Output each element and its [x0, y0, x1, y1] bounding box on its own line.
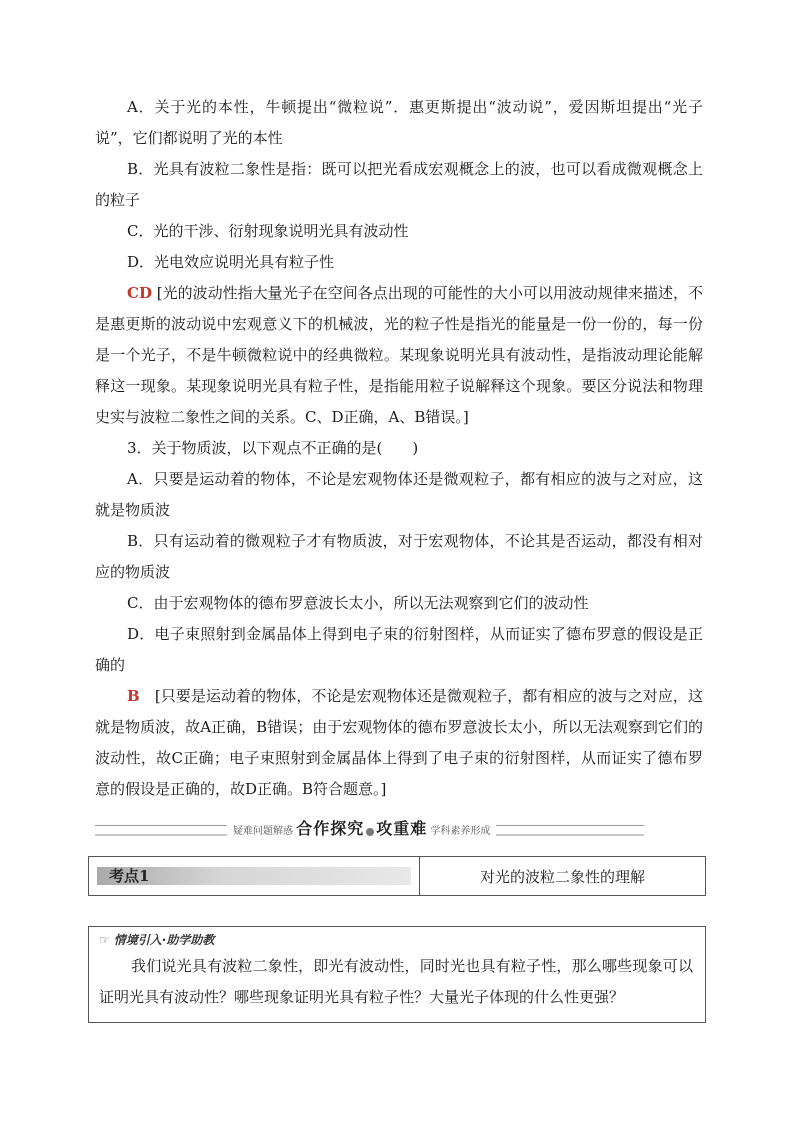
q3-option-c: C．由于宏观物体的德布罗意波长太小，所以无法观察到它们的波动性 [127, 594, 589, 612]
q3-answer-explanation: [只要是运动着的物体，不论是宏观物体还是微观粒子，都有相应的波与之对应，这就是物质波，故A正确，B错误；由于宏观物体的德布罗意波长太小，所以无法观察到它们的波动性，故C正确；电子束照射到金属晶体上得到了电子束的衍射图样，从而证实了德布罗意的假设是正确的，故D正确。B符合题意。] [95, 687, 703, 798]
scene-header-label: 情境引入·助学助教 [113, 933, 215, 947]
banner-left-text: 疑难问题解惑 [233, 826, 293, 837]
section-divider [95, 819, 644, 838]
q3-answer [95, 681, 703, 805]
page-content [95, 92, 703, 805]
kaodian-tag-label: 考点1 [109, 867, 150, 885]
q2-answer [95, 278, 703, 433]
banner-title-a: 合作探究 [296, 819, 365, 838]
q2-answer-explanation: [光的波动性指大量光子在空间各点出现的可能性的大小可以用波动规律来描述，不是惠更斯的波动说中宏观意义下的机械波，光的粒子性是指光的能量是一份一份的，每一份是一个光子，不是牛顿微粒说中的经典微粒。某现象说明光具有波动性，是指波动理论能解释这一现象。某现象说明光具有粒子性，是指能用粒子说解释这个现象。要区分说法和物理史实与波粒二象性之间的关系。C、D正确，A、B错误。] [95, 284, 703, 426]
kaodian-header [88, 856, 706, 896]
q2-option-d: D．光电效应说明光具有粒子性 [127, 253, 335, 271]
q2-option-b: B．光具有波粒二象性是指：既可以把光看成宏观概念上的波，也可以看成微观概念上的粒子 [95, 160, 703, 209]
scene-text: 我们说光具有波粒二象性，即光有波动性，同时光也具有粒子性，那么哪些现象可以证明光具有波动性？哪些现象证明光具有粒子性？大量光子体现的什么性更强？ [99, 957, 693, 1006]
q2-option-c: C．光的干涉、衍射现象说明光具有波动性 [127, 222, 409, 240]
kaodian-tag-cell [89, 857, 420, 895]
q3-stem: 3．关于物质波，以下观点不正确的是( ) [127, 439, 419, 457]
hand-pointer-icon: ☞ [99, 933, 110, 947]
scene-header [99, 929, 693, 951]
kaodian-tag [97, 867, 411, 885]
q3-option-a: A．只要是运动着的物体，不论是宏观物体还是微观粒子，都有相应的波与之对应，这就是物质波 [95, 470, 703, 519]
scene-intro-box [88, 926, 706, 1023]
section-banner [227, 819, 496, 842]
q2-option-a: A．关于光的本性，牛顿提出“微粒说”．惠更斯提出“波动说”，爱因斯坦提出“光子说”，它们都说明了光的本性 [95, 98, 703, 147]
banner-title-b: 攻重难 [376, 819, 428, 838]
kaodian-title: 对光的波粒二象性的理解 [479, 867, 645, 886]
banner-right-text: 学科素养形成 [430, 826, 491, 837]
banner-dot-icon [366, 828, 374, 836]
q3-option-d: D．电子束照射到金属晶体上得到电子束的衍射图样，从而证实了德布罗意的假设是正确的 [95, 625, 703, 674]
q3-option-b: B．只有运动着的微观粒子才有物质波，对于宏观物体，不论其是否运动，都没有相对应的物质波 [95, 532, 703, 581]
q2-answer-letters: CD [127, 284, 152, 302]
q3-answer-letters: B [127, 687, 140, 705]
